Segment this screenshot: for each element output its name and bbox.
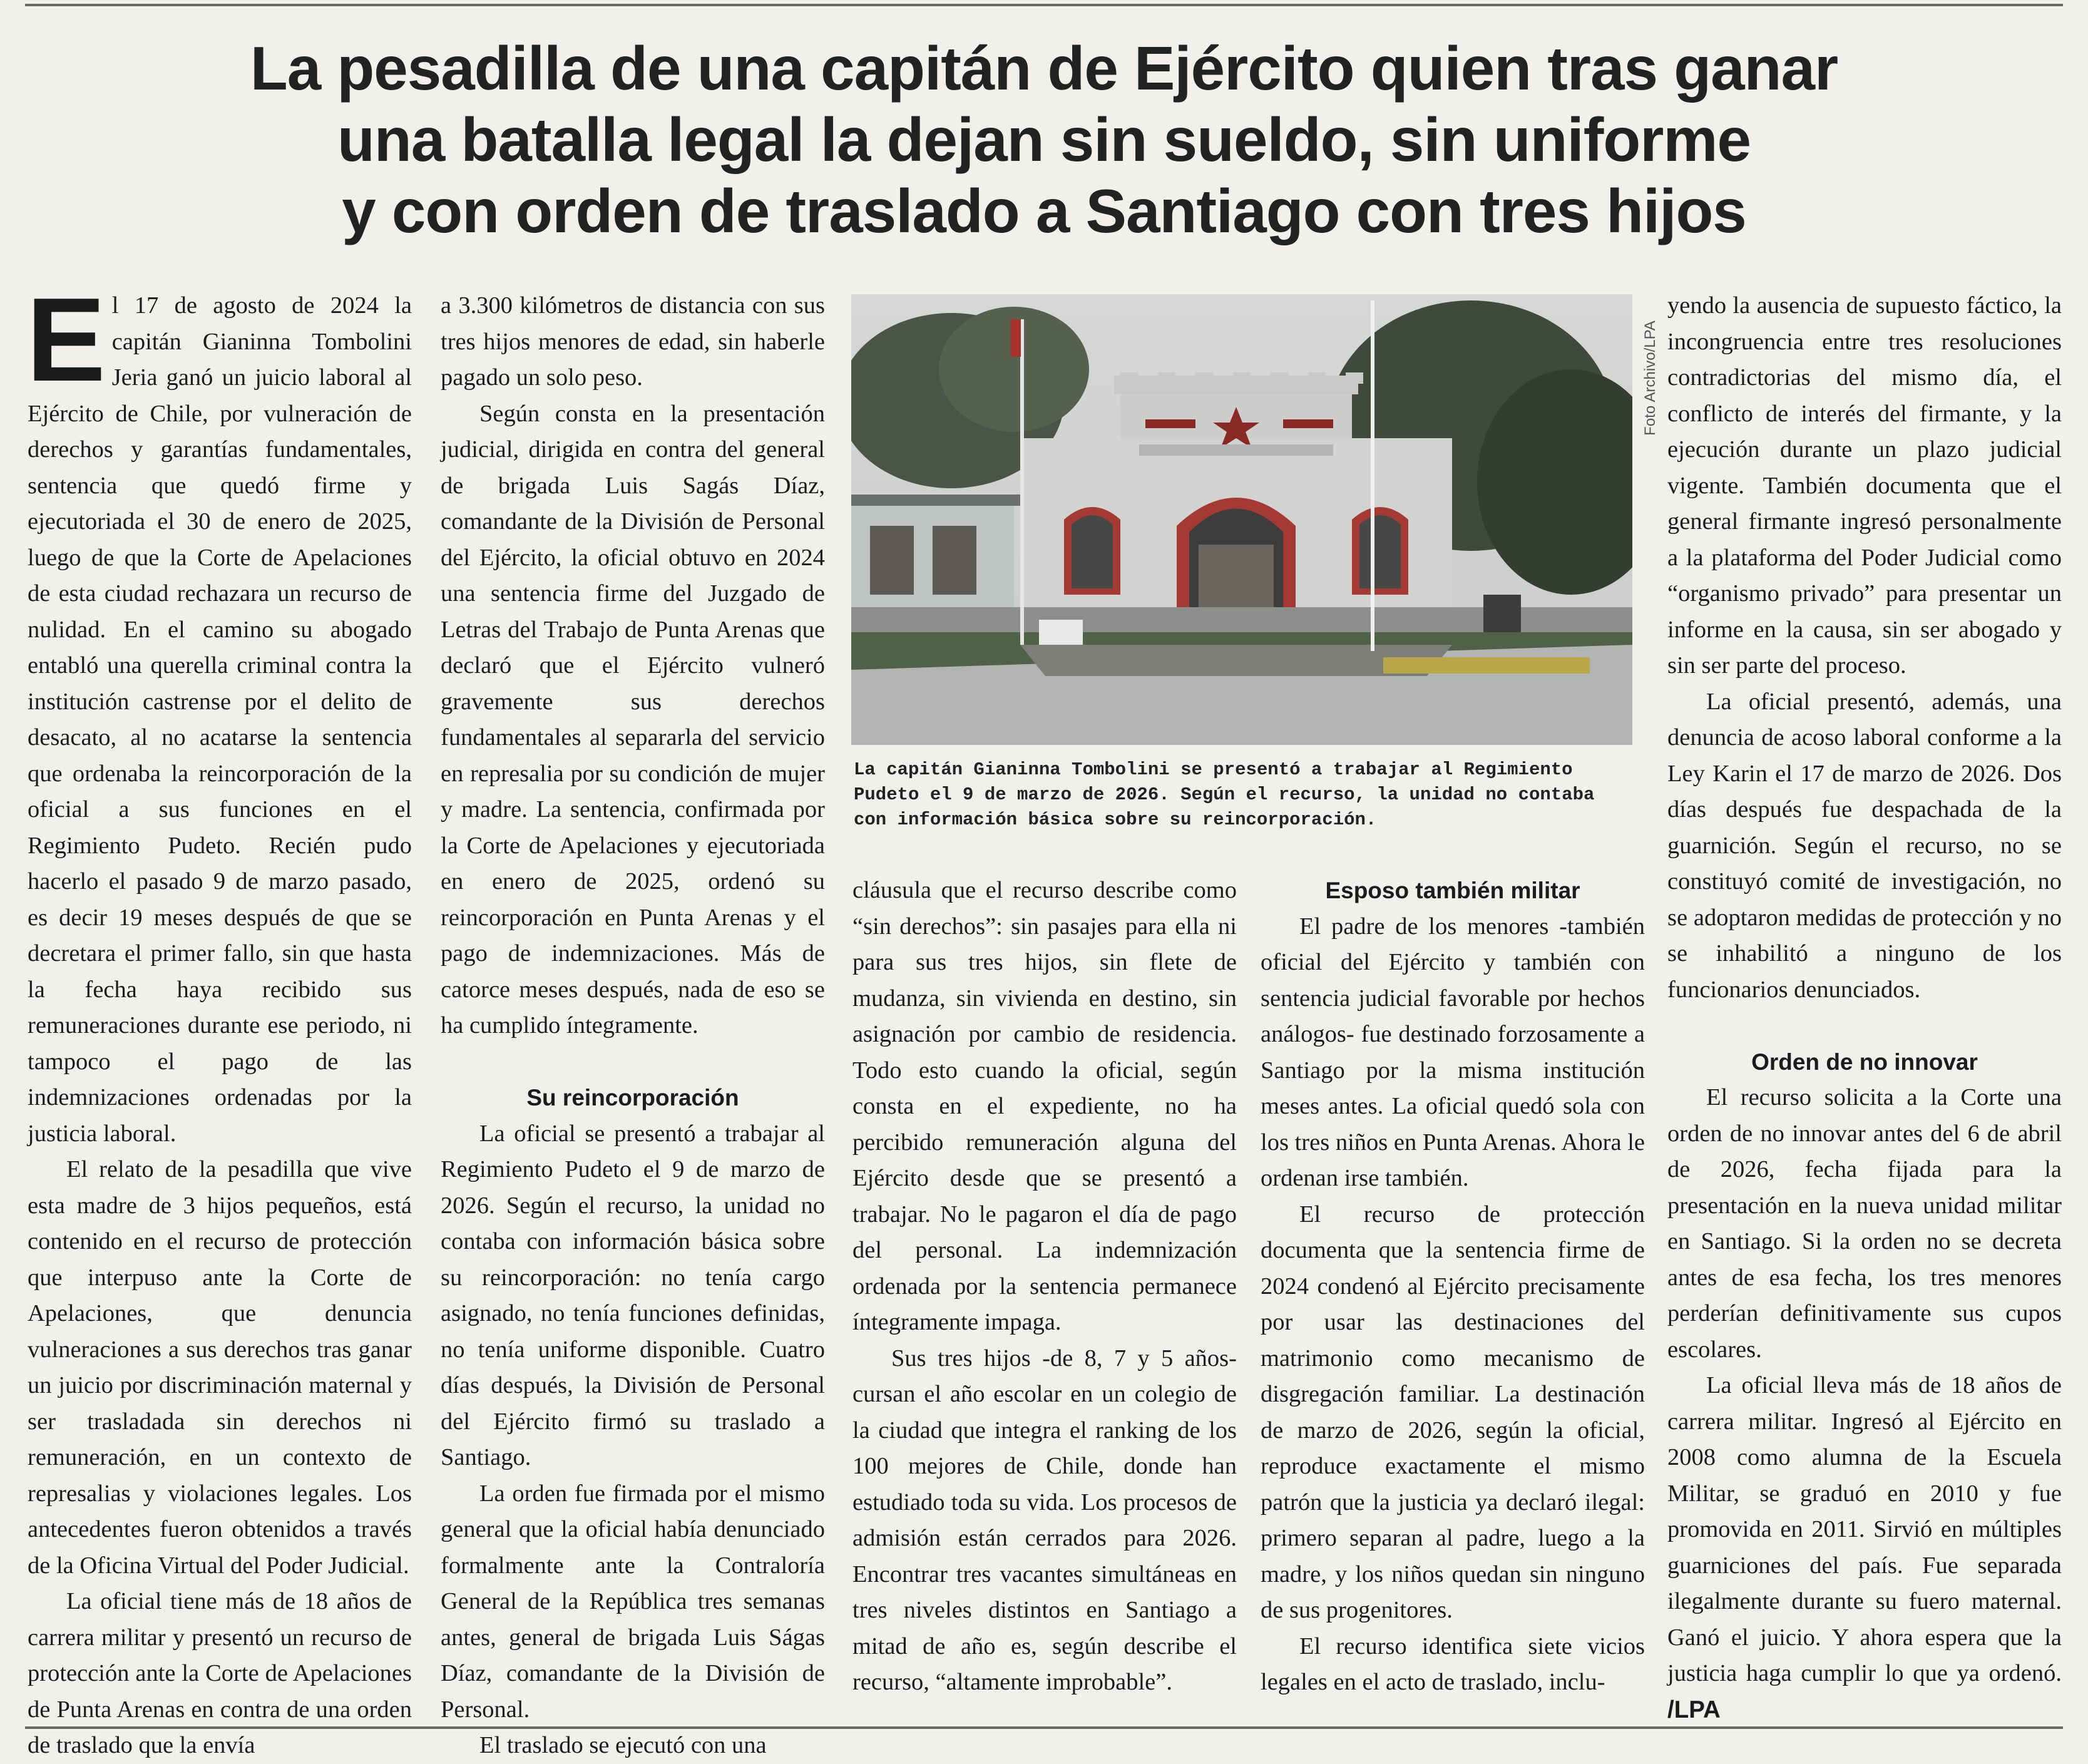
subheading-reincorporacion: Su reincorporación [526,1085,739,1110]
paragraph: El padre de los menores -también oficial del Ejército y también con sentencia judicial favorable por hechos análogos- fue destinado forzosamente a Santiago por la misma institución meses antes. La oficial quedó sola con los tres niños en Punta Arenas. Ahora le ordenan irse también. [1261,913,1645,1191]
paragraph: yendo la ausencia de supuesto fáctico, la incongruencia entre tres resoluciones contradictorias del mismo día, el conflicto de interés del firmante, y la ejecución durante un plazo judicial vigente. También documenta que el general firmante ingresó personalmente a la plataforma del Poder Judicial como “organismo privado” para presentar un informe en la causa, sin ser abogado y sin ser parte del proceso. [1667,292,2062,679]
regiment-photo [851,294,1632,745]
headline-line-1: La pesadilla de una capitán de Ejército quien tras ganar [250,34,1838,103]
paragraph: El traslado se ejecutó con una [479,1732,767,1758]
drop-cap: E [26,274,106,406]
photo-caption: La capitán Gianinna Tombolini se presentó a trabajar al Regimiento Pudeto el 9 de marzo de 2026. Según el recurso, la unidad no contaba con información básica sobre su reincorporación. [854,759,1595,830]
article-column-5 [1667,288,2062,1728]
article-column-3 [852,873,1237,1701]
paragraph: cláusula que el recurso describe como “sin derechos”: sin pasajes para ella ni para sus tres hijos, sin flete de mudanza, sin vivienda en destino, sin asignación por cambio de residencia. Todo esto cuando la oficial, según consta en el expediente, no ha percibido remuneración alguna del Ejército desde que se presentó a trabajar. No le pagaron el día de pago del personal. La indemnización ordenada por la sentencia permanece íntegramente impaga. [852,877,1237,1335]
paragraph: El recurso de protección documenta que la sentencia firme de 2024 condenó al Ejército precisamente por usar las destinaciones del matrimonio como mecanismo de disgregación familiar. La destinación de marzo de 2026, según la oficial, reproduce exactamente el mismo patrón que la justicia ya declaró ilegal: primero separan al padre, luego a la madre, y los niños quedan sin ninguno de sus progenitores. [1261,1201,1645,1623]
headline-line-2: una batalla legal la dejan sin sueldo, sin uniforme [337,105,1751,174]
paragraph: La oficial lleva más de 18 años de carrera militar. Ingresó al Ejército en 2008 como alumna de la Escuela Militar, se graduó en 2010 y fue promovida en 2011. Sirvió en múltiples guarniciones del país. Fue separada ilegalmente durante su fuero maternal. Ganó el juicio. Y ahora espera que la justicia haga cumplir lo que ya ordenó. /LPA [1667,1372,2062,1723]
headline [38,33,2050,247]
article-column-2 [441,288,825,1764]
subheading-no-innovar: Orden de no innovar [1751,1049,1978,1075]
paragraph: El 17 de agosto de 2024 la capitán Gianinna Tombolini Jeria ganó un juicio laboral al Ejército de Chile, por vulneración de derechos y garantías fundamentales, sentencia que quedó firme y ejecutoriada el 30 de enero de 2025, luego de que la Corte de Apelaciones de esta ciudad rechazara un recurso de nulidad. En el camino su abogado entabló una querella criminal contra la institución castrense por el delito de desacato, al no acatarse la sentencia que ordenaba la reincorporación de la oficial a sus funciones en el Regimiento Pudeto. Recién pudo hacerlo el pasado 9 de marzo pasado, es decir 19 meses después de que se decretara el primer fallo, sin que hasta la fecha haya recibido sus remuneraciones durante ese periodo, ni tampoco el pago de las indemnizaciones ordenadas por la justicia laboral. [26,274,412,1147]
bottom-rule [25,1726,2063,1729]
paragraph: El recurso identifica siete vicios legales en el acto de traslado, inclu- [1261,1633,1645,1695]
paragraph: La oficial se presentó a trabajar al Regimiento Pudeto el 9 de marzo de 2026. Según el recurso, la unidad no contaba con información básica sobre su reincorporación: no tenía cargo asignado, no tenía funciones definidas, no tenía uniforme disponible. Cuatro días después, la División de Personal del Ejército firmó su traslado a Santiago. [441,1120,825,1470]
paragraph: La oficial presentó, además, una denuncia de acoso laboral conforme a la Ley Karin el 17 de marzo de 2026. Dos días después fue despachada de la guarnición. Según el recurso, no se constituyó comité de investigación, no se adoptaron medidas de protección y no se inhabilitó a ninguno de los funcionarios denunciados. [1667,688,2062,1003]
paragraph: a 3.300 kilómetros de distancia con sus tres hijos menores de edad, sin haberle pagado un solo peso. [441,292,825,391]
paragraph: Sus tres hijos -de 8, 7 y 5 años- cursan el año escolar en un colegio de la ciudad que integra el ranking de los 100 mejores de Chile, donde han estudiado toda su vida. Los procesos de admisión están cerrados para 2026. Encontrar tres vacantes simultáneas en tres niveles distintos en Santiago a mitad de año es, según describe el recurso, “altamente improbable”. [852,1345,1237,1695]
regiment-building-illustration [851,294,1632,745]
author-signature: /LPA [1667,1696,1721,1723]
paragraph: El recurso solicita a la Corte una orden de no innovar antes del 6 de abril de 2026, fecha fijada para la presentación en la nueva unidad militar en Santiago. Si la orden no se decreta antes de esa fecha, los tres menores perderían definitivamente sus cupos escolares. [1667,1084,2062,1363]
article-column-4 [1261,873,1645,1701]
paragraph: La orden fue firmada por el mismo general que la oficial había denunciado formalmente ante la Contraloría General de la República tres semanas antes, general de brigada Luis Ságas Díaz, comandante de la División de Personal. [441,1480,825,1723]
paragraph: La oficial tiene más de 18 años de carrera militar y presentó un recurso de protección ante la Corte de Apelaciones de Punta Arenas en contra de una orden de traslado que la envía [28,1588,412,1758]
top-rule [25,4,2063,6]
paragraph: El relato de la pesadilla que vive esta madre de 3 hijos pequeños, está contenido en el recurso de protección que interpuso ante la Corte de Apelaciones, que denuncia vulneraciones a sus derechos tras ganar un juicio por discriminación maternal y ser trasladada sin derechos ni remuneración, en un contexto de represalias y violaciones legales. Los antecedentes fueron obtenidos a través de la Oficina Virtual del Poder Judicial. [28,1156,412,1579]
headline-line-3: y con orden de traslado a Santiago con tres hijos [342,177,1746,245]
paragraph: Según consta en la presentación judicial, dirigida en contra del general de brigada Luis Sagás Díaz, comandante de la División de Personal del Ejército, la oficial obtuvo en 2024 una sentencia firme del Juzgado de Letras del Trabajo de Punta Arenas que declaró que el Ejército vulneró gravemente sus derechos fundamentales al separarla del servicio en represalia por su condición de mujer y madre. La sentencia, confirmada por la Corte de Apelaciones y ejecutoriada en enero de 2025, ordenó su reincorporación en Punta Arenas y el pago de indemnizaciones. Más de catorce meses después, nada de eso se ha cumplido íntegramente. [441,400,825,1038]
subheading-esposo: Esposo también militar [1325,878,1580,903]
article-column-1 [26,274,412,1764]
photo-credit: Foto Archivo/LPA [1642,320,1659,436]
